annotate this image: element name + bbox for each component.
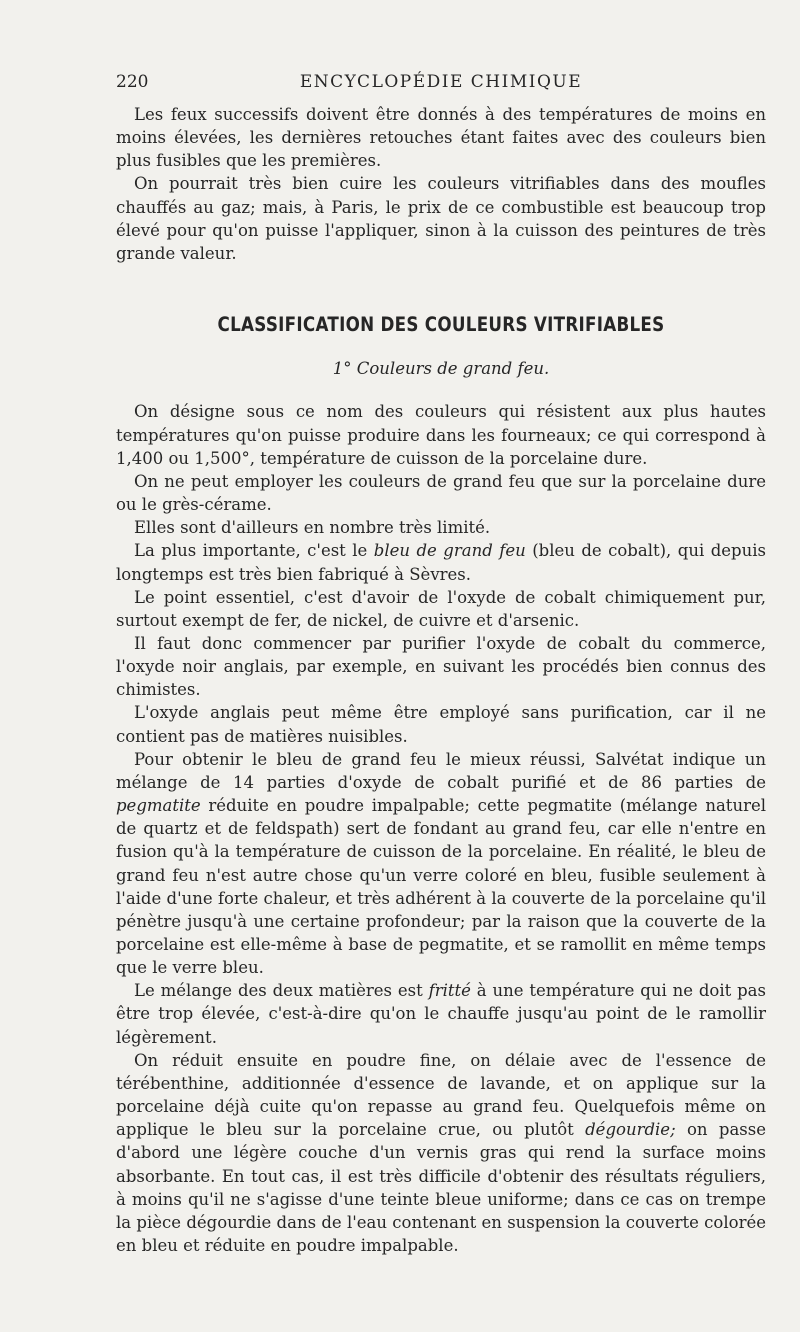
running-title: ENCYCLOPÉDIE CHIMIQUE [299, 72, 583, 92]
text-run: on passe d'abord une légère couche d'un vernis gras qui rend la surface moins absorbante. En tout cas, il est très difficile d'obtenir des résultats réguliers, à moins qu'il ne s'agisse d'une teinte bleue uniforme; dans ce cas on trempe la pièce dégourdie dans de l'eau contenant en suspension la couverte colorée en bleu et réduite en poudre impalpable. [116, 1120, 766, 1256]
paragraph: Il faut donc commencer par purifier l'oxyde de cobalt du commerce, l'oxyde noir anglais, par exemple, en suivant les procédés bien connus des chimistes. [116, 633, 766, 700]
italic-term: fritté [428, 981, 471, 1001]
paragraph [116, 979, 766, 1048]
text-run: On réduit ensuite en poudre fine, on délaie avec de l'essence de térébenthine, additionnée d'essence de lavande, et on applique sur la porcelaine déjà cuite qu'on repasse au grand feu. Quelquefois même on applique le bleu sur la porcelaine crue, ou plutôt [116, 1050, 766, 1140]
text-run: à une température qui ne doit pas être trop élevée, c'est-à-dire qu'on le chauffe jusqu'au point de le ramollir légèrement. [116, 981, 766, 1047]
subsection-title: 1° Couleurs de grand feu. [332, 359, 550, 379]
paragraph: On ne peut employer les couleurs de grand feu que sur la porcelaine dure ou le grès-cérame. [116, 471, 766, 515]
paragraph: Le point essentiel, c'est d'avoir de l'oxyde de cobalt chimiquement pur, surtout exempt de fer, de nickel, de cuivre et d'arsenic. [116, 587, 766, 630]
paragraph: L'oxyde anglais peut même être employé sans purification, car il ne contient pas de matières nuisibles. [116, 703, 766, 746]
page-number: 220 [116, 72, 149, 92]
body-text [116, 103, 766, 1257]
italic-term: bleu de grand feu [373, 541, 526, 561]
section-title: CLASSIFICATION DES COULEURS VITRIFIABLES [217, 313, 665, 337]
paragraph: Elles sont d'ailleurs en nombre très limité. [134, 518, 491, 538]
text-run: réduite en poudre impalpable; cette pegmatite (mélange naturel de quartz et de feldspath) sert de fondant au grand feu, car elle n'entre en fusion qu'à la température de cuisson de la porcelaine. En réalité, le bleu de grand feu n'est autre chose qu'un verre coloré en bleu, fusible seulement à l'aide d'une forte chaleur, et très adhérent à la couverte de la porcelaine qu'il pénètre jusqu'à une certaine profondeur; par la raison que la couverte de la porcelaine est elle-même à base de pegmatite, et se ramollit en même temps que le verre bleu. [116, 796, 766, 978]
paragraph [116, 1049, 766, 1257]
text-run: Pour obtenir le bleu de grand feu le mieux réussi, Salvétat indique un mélange de 14 parties d'oxyde de cobalt purifié et de 86 parties de [116, 749, 766, 792]
intro-paragraph: Les feux successifs doivent être donnés à des températures de moins en moins élevées, les dernières retouches étant faites avec des couleurs bien plus fusibles que les premières. [116, 105, 766, 171]
page-header [116, 72, 766, 96]
text-run: (bleu de cobalt), qui depuis longtemps est très bien fabriqué à Sèvres. [116, 541, 766, 584]
text-run: La plus importante, c'est le [134, 541, 374, 561]
text-run: Le mélange des deux matières est [134, 981, 429, 1001]
paragraph [116, 539, 766, 585]
intro-paragraph: On pourrait très bien cuire les couleurs vitrifiables dans des moufles chauffés au gaz; mais, à Paris, le prix de ce combustible est beaucoup trop élevé pour qu'on puisse l'appliquer, sinon à la cuisson des peintures de très grande valeur. [116, 174, 766, 263]
paragraph [116, 748, 766, 980]
italic-term: dégourdie; [585, 1120, 676, 1140]
italic-term: pegmatite [116, 796, 201, 816]
paragraph: On désigne sous ce nom des couleurs qui résistent aux plus hautes températures qu'on puisse produire dans les fourneaux; ce qui correspond à 1,400 ou 1,500°, température de cuisson de la porcelaine dure. [116, 402, 766, 468]
